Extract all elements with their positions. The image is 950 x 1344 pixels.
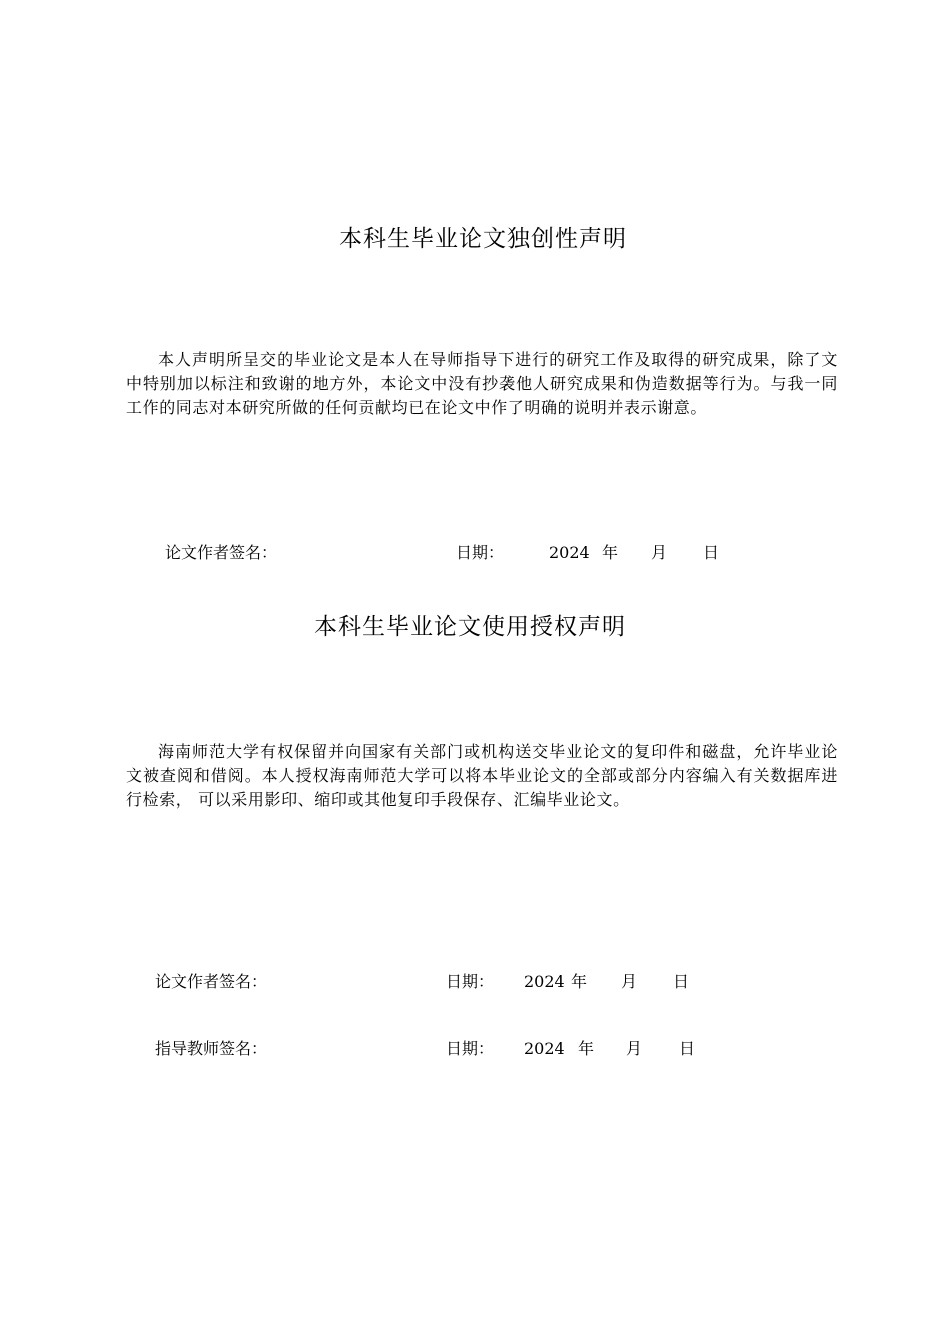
date-day-unit: 日 [679, 1039, 696, 1058]
date-month-unit: 月 [626, 1039, 643, 1058]
authorization-title: 本科生毕业论文使用授权声明 [314, 614, 626, 640]
author-signature-label: 论文作者签名： [155, 972, 268, 991]
originality-title: 本科生毕业论文独创性声明 [339, 226, 627, 252]
date-day-unit: 日 [703, 543, 720, 562]
date-label: 日期： [446, 972, 495, 991]
date-label: 日期： [446, 1039, 495, 1058]
date-month-unit: 月 [651, 543, 668, 562]
date-month-unit: 月 [621, 972, 638, 991]
originality-statement: 本人声明所呈交的毕业论文是本人在导师指导下进行的研究工作及取得的研究成果，除了文中特别加以标注和致谢的地方外，本论文中没有抄袭他人研究成果和伪造数据等行为。与我一同工作的同志对本研究所做的任何贡献均已在论文中作了明确的说明并表示谢意。 [126, 350, 838, 417]
date-year-unit: 年 [578, 1039, 595, 1058]
advisor-signature-label: 指导教师签名： [155, 1039, 268, 1058]
date-label: 日期： [456, 543, 505, 562]
date-year-unit: 年 [602, 543, 619, 562]
date-year-unit: 年 [571, 972, 588, 991]
author-signature-label: 论文作者签名： [165, 543, 278, 562]
date-year: 2024 [524, 972, 565, 991]
date-year: 2024 [549, 543, 590, 562]
date-year: 2024 [524, 1039, 565, 1058]
authorization-statement: 海南师范大学有权保留并向国家有关部门或机构送交毕业论文的复印件和磁盘，允许毕业论文被查阅和借阅。本人授权海南师范大学可以将本毕业论文的全部或部分内容编入有关数据库进行检索， 可以采用影印、缩印或其他复印手段保存、汇编毕业论文。 [126, 742, 838, 809]
date-day-unit: 日 [673, 972, 690, 991]
